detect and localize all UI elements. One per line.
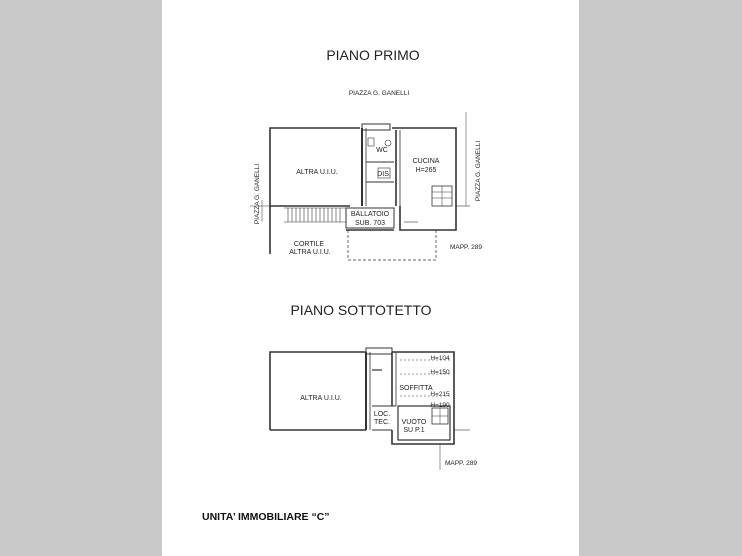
cortile-label: CORTILE — [293, 241, 325, 248]
height-215: H=215 — [430, 391, 450, 398]
height-150: H=150 — [430, 369, 450, 376]
room-soffitta: SOFFITTA — [399, 385, 433, 392]
room-tec: TEC. — [374, 419, 390, 426]
street-label-right: PIAZZA G. GANELLI — [475, 140, 482, 202]
plan-title-primo: PIANO PRIMO — [326, 47, 420, 63]
mapp-label-primo: MAPP. 289 — [449, 244, 483, 251]
ballatoio-label: BALLATOIO — [350, 211, 390, 218]
plan-sottotetto-drawing — [270, 348, 470, 470]
street-label-left: PIAZZA G. GANELLI — [254, 163, 261, 225]
unit-label: UNITA’ IMMOBILIARE “C” — [202, 511, 330, 523]
room-dis: DIS. — [377, 171, 391, 178]
room-cucina-height: H=265 — [415, 167, 437, 174]
street-label-top: PIAZZA G. GANELLI — [348, 90, 410, 97]
room-vuoto: VUOTO — [401, 419, 427, 426]
cortile-sub: ALTRA U.I.U. — [289, 249, 331, 256]
room-altra-uiu-sottotetto: ALTRA U.I.U. — [300, 395, 342, 402]
ballatoio-sub: SUB. 703 — [355, 220, 385, 227]
height-190: H=190 — [430, 402, 450, 409]
mapp-label-sottotetto: MAPP. 289 — [444, 460, 478, 467]
plan-title-sottotetto: PIANO SOTTOTETTO — [290, 302, 432, 318]
room-wc: WC — [376, 147, 388, 154]
height-104: H=104 — [430, 355, 450, 362]
room-altra-uiu-primo: ALTRA U.I.U. — [296, 169, 338, 176]
room-loc: LOC. — [373, 411, 391, 418]
room-cucina: CUCINA — [412, 158, 440, 165]
plan-primo-drawing — [250, 112, 470, 260]
room-vuoto-sub: SU P.1 — [403, 427, 425, 434]
